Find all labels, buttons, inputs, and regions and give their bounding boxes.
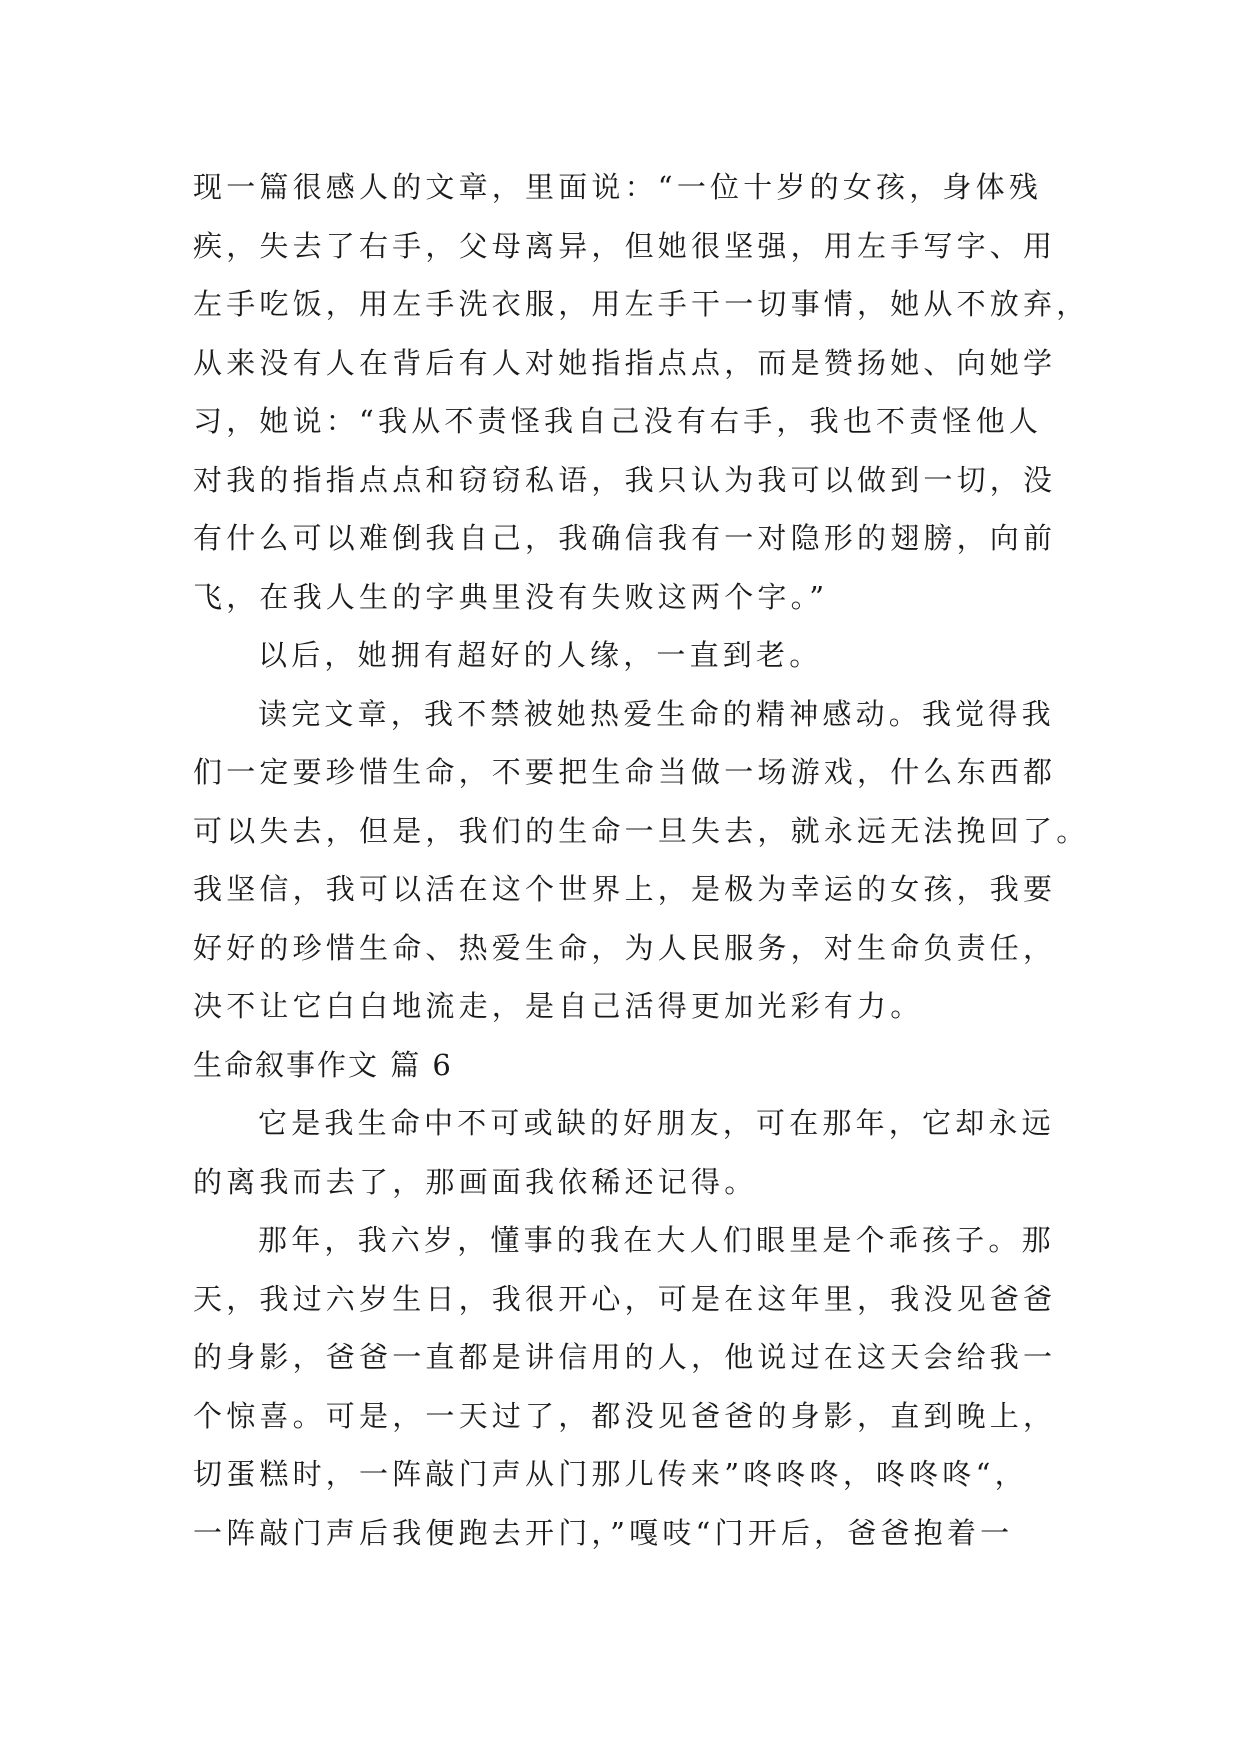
text-line: 切蛋糕时，一阵敲门声从门那儿传来”咚咚咚，咚咚咚“， — [193, 1457, 1028, 1491]
text-line: 决不让它白白地流走，是自己活得更加光彩有力。 — [193, 989, 924, 1023]
text-line: 的离我而去了，那画面我依稀还记得。 — [193, 1164, 758, 1199]
paragraph-start-line: 读完文章，我不禁被她热爱生命的精神感动。我觉得我 — [258, 696, 1055, 731]
text-line: 们一定要珍惜生命，不要把生命当做一场游戏，什么东西都 — [193, 755, 1057, 789]
text-line: 飞，在我人生的字典里没有失败这两个字。” — [193, 579, 829, 614]
text-line: 有什么可以难倒我自己，我确信我有一对隐形的翅膀，向前 — [193, 521, 1057, 555]
document-body — [193, 158, 1090, 1562]
paragraph-start-line: 它是我生命中不可或缺的好朋友，可在那年，它却永远 — [258, 1106, 1055, 1140]
paragraph-start-line: 以后，她拥有超好的人缘，一直到老。 — [258, 638, 823, 672]
text-line: 我坚信，我可以活在这个世界上，是极为幸运的女孩，我要 — [193, 872, 1057, 906]
text-line: 个惊喜。可是，一天过了，都没见爸爸的身影，直到晚上， — [193, 1398, 1057, 1433]
text-line: 好好的珍惜生命、热爱生命，为人民服务，对生命负责任， — [193, 930, 1057, 965]
section-heading: 生命叙事作文 篇 6 — [193, 1047, 453, 1082]
text-line: 可以失去，但是，我们的生命一旦失去，就永远无法挽回了。 — [193, 813, 1090, 848]
paragraph-start-line: 那年，我六岁，懂事的我在大人们眼里是个乖孩子。那 — [258, 1223, 1055, 1257]
text-line: 天，我过六岁生日，我很开心，可是在这年里，我没见爸爸 — [193, 1281, 1057, 1316]
text-line: 疾，失去了右手，父母离异，但她很坚强，用左手写字、用 — [193, 228, 1057, 263]
text-line: 从来没有人在背后有人对她指指点点，而是赞扬她、向她学 — [193, 345, 1057, 380]
text-line: 习，她说：“我从不责怪我自己没有右手，我也不责怪他人 — [193, 404, 1043, 438]
text-line: 的身影，爸爸一直都是讲信用的人，他说过在这天会给我一 — [193, 1340, 1057, 1374]
text-line: 现一篇很感人的文章，里面说：“一位十岁的女孩，身体残 — [193, 170, 1043, 204]
text-line: 一阵敲门声后我便跑去开门，”嘎吱“门开后，爸爸抱着一 — [193, 1515, 1014, 1550]
text-line: 对我的指指点点和窃窃私语，我只认为我可以做到一切，没 — [193, 462, 1057, 497]
text-line: 左手吃饭，用左手洗衣服，用左手干一切事情，她从不放弃， — [193, 287, 1090, 321]
